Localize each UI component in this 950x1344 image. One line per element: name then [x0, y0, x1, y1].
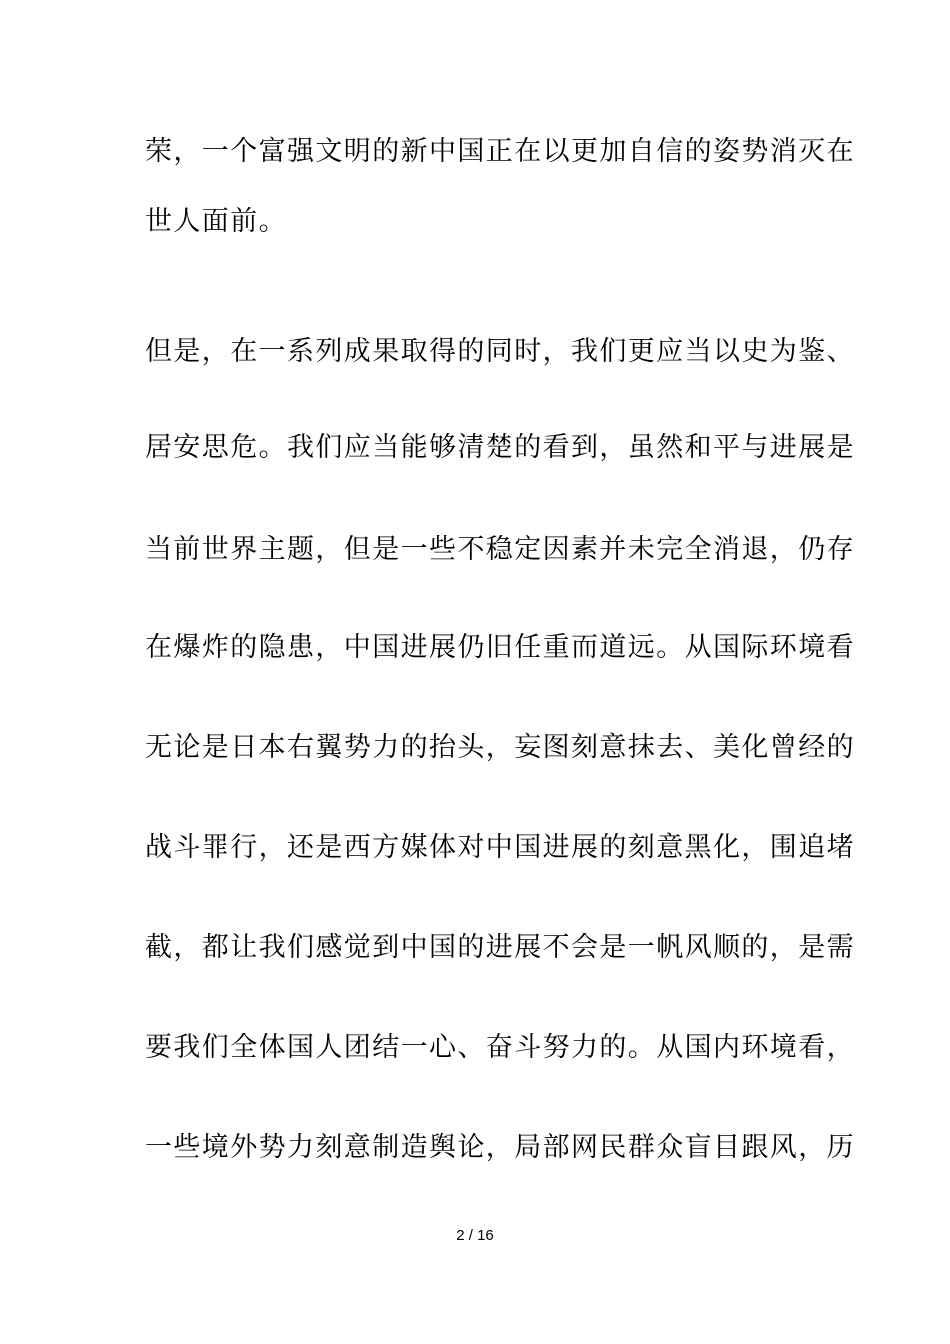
- text-line: 要我们全体国人团结一心、奋斗努力的。从国内环境看，: [145, 1032, 855, 1063]
- text-line: 居安思危。我们应当能够清楚的看到，虽然和平与进展是: [145, 432, 855, 463]
- text-line: 一些境外势力刻意制造舆论，局部网民群众盲目跟风，历: [145, 1132, 855, 1163]
- text-line: 荣，一个富强文明的新中国正在以更加自信的姿势消灭在: [145, 136, 855, 167]
- text-line: 世人面前。: [145, 206, 287, 237]
- text-line: 无论是日本右翼势力的抬头，妄图刻意抹去、美化曾经的: [145, 732, 855, 763]
- page-number: 2 / 16: [456, 1227, 494, 1244]
- text-line: 在爆炸的隐患，中国进展仍旧任重而道远。从国际环境看: [145, 632, 855, 663]
- text-line: 但是，在一系列成果取得的同时，我们更应当以史为鉴、: [145, 336, 855, 367]
- text-line: 截，都让我们感觉到中国的进展不会是一帆风顺的，是需: [145, 932, 855, 963]
- text-line: 战斗罪行，还是西方媒体对中国进展的刻意黑化，围追堵: [145, 832, 855, 863]
- text-line: 当前世界主题，但是一些不稳定因素并未完全消退，仍存: [145, 534, 855, 565]
